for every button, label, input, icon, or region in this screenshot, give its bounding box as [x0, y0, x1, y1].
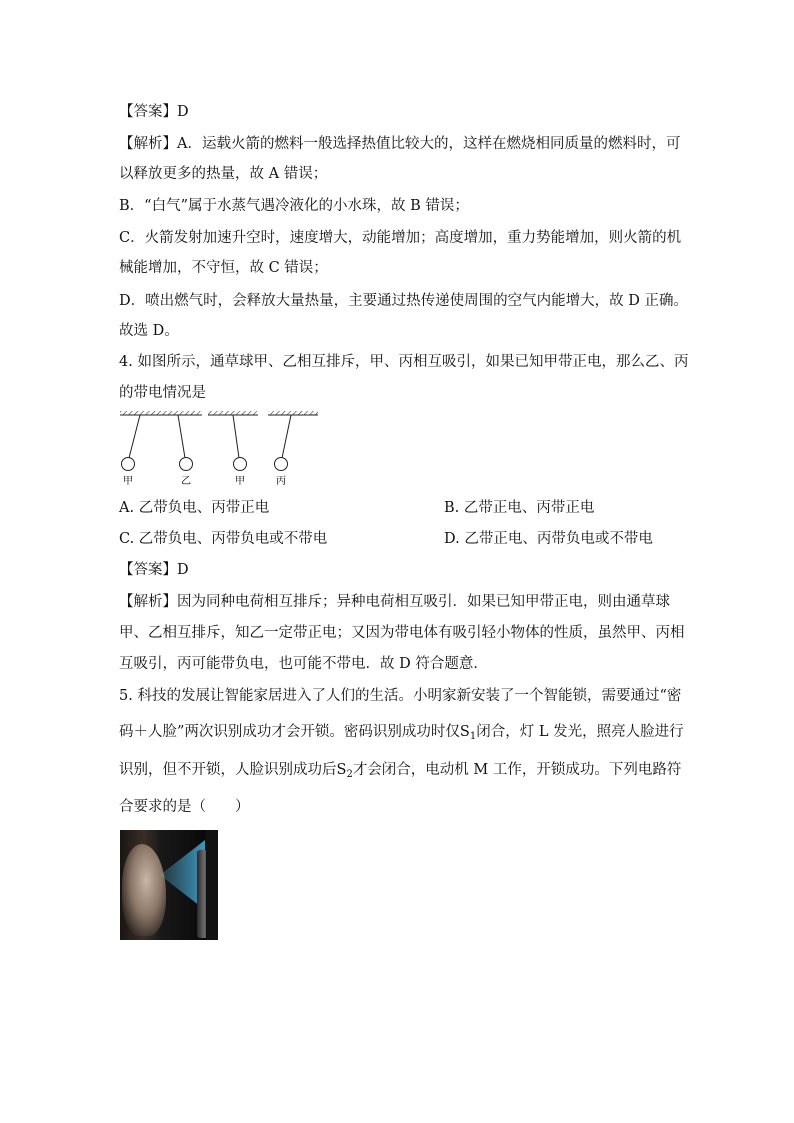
door-frame: [206, 830, 218, 940]
analysis-line: B．“白气”属于水蒸气遇冷液化的小水珠，故 B 错误；: [119, 198, 469, 214]
question-4-stem: 的带电情况是: [119, 385, 206, 401]
diagram-label: 丙: [276, 476, 286, 487]
analysis-line: 故选 D。: [119, 323, 179, 339]
answer-label-q4: 【答案】D: [119, 562, 189, 578]
diagram-label: 甲: [123, 476, 133, 487]
analysis-line: 甲、乙相互排斥，知乙一定带正电；又因为带电体有吸引轻小物体的性质，虽然甲、丙相: [119, 625, 685, 641]
smart-lock-face-recognition-image: [120, 830, 218, 940]
ceiling-support: [268, 411, 318, 415]
analysis-line: 以释放更多的热量，故 A 错误；: [119, 166, 328, 182]
question-5-stem: 5. 科技的发展让智能家居进入了人们的生活。小明家新安装了一个智能锁，需要通过“密: [119, 688, 682, 704]
diagram-label: 甲: [235, 476, 245, 487]
analysis-line: 【解析】因为同种电荷相互排斥；异种电荷相互吸引．如果已知甲带正电，则由通草球: [119, 594, 670, 610]
stem-text: 闭合，灯 L 发光，照亮人脸进行: [476, 724, 684, 740]
question-5-stem: [119, 760, 681, 785]
pith-ball-jia: [234, 458, 247, 471]
thread: [233, 415, 239, 458]
analysis-line: 械能增加，不守恒，故 C 错误；: [119, 260, 328, 276]
diagram-label: 乙: [181, 476, 191, 487]
ceiling-support: [120, 411, 202, 415]
pith-ball-jia: [122, 458, 135, 471]
analysis-line: C．火箭发射加速升空时，速度增大，动能增加；高度增加，重力势能增加，则火箭的机: [119, 230, 682, 246]
analysis-line: D．喷出燃气时，会释放大量热量，主要通过热传递使周围的空气内能增大，故 D 正确。: [119, 293, 688, 309]
ceiling-support: [208, 411, 258, 415]
thread: [129, 415, 140, 458]
stem-text: 才会闭合，电动机 M 工作，开锁成功。下列电路符: [352, 762, 682, 778]
question-4-stem: 4. 如图所示，通草球甲、乙相互排斥，甲、丙相互吸引，如果已知甲带正电，那么乙、丙: [119, 354, 689, 370]
pith-ball-diagram: [118, 408, 328, 488]
question-5-stem: 合要求的是（ ）: [119, 799, 250, 815]
analysis-line: 【解析】A．运载火箭的燃料一般选择热值比较大的，这样在燃烧相同质量的燃料时，可: [119, 136, 681, 152]
stem-text: 码＋人脸”两次识别成功才会开锁。密码识别成功时仅: [119, 724, 460, 740]
pith-ball-yi: [180, 458, 193, 471]
thread: [282, 415, 291, 458]
analysis-line: 互吸引，丙可能带负电，也可能不带电．故 D 符合题意．: [119, 656, 488, 672]
thread: [178, 415, 185, 458]
option-c[interactable]: C. 乙带负电、丙带负电或不带电: [119, 531, 328, 547]
pith-ball-bing: [275, 458, 288, 471]
answer-label-q3: 【答案】D: [119, 104, 189, 120]
question-5-stem: [119, 722, 684, 747]
switch-s1: $S_1$: [459, 724, 477, 742]
option-b[interactable]: B. 乙带正电、丙带正电: [444, 500, 595, 516]
option-a[interactable]: A. 乙带负电、丙带正电: [119, 500, 270, 516]
option-d[interactable]: D. 乙带正电、丙带负电或不带电: [444, 531, 653, 547]
switch-s2: $S_2$: [336, 762, 353, 780]
stem-text: 识别，但不开锁，人脸识别成功后: [119, 762, 337, 778]
